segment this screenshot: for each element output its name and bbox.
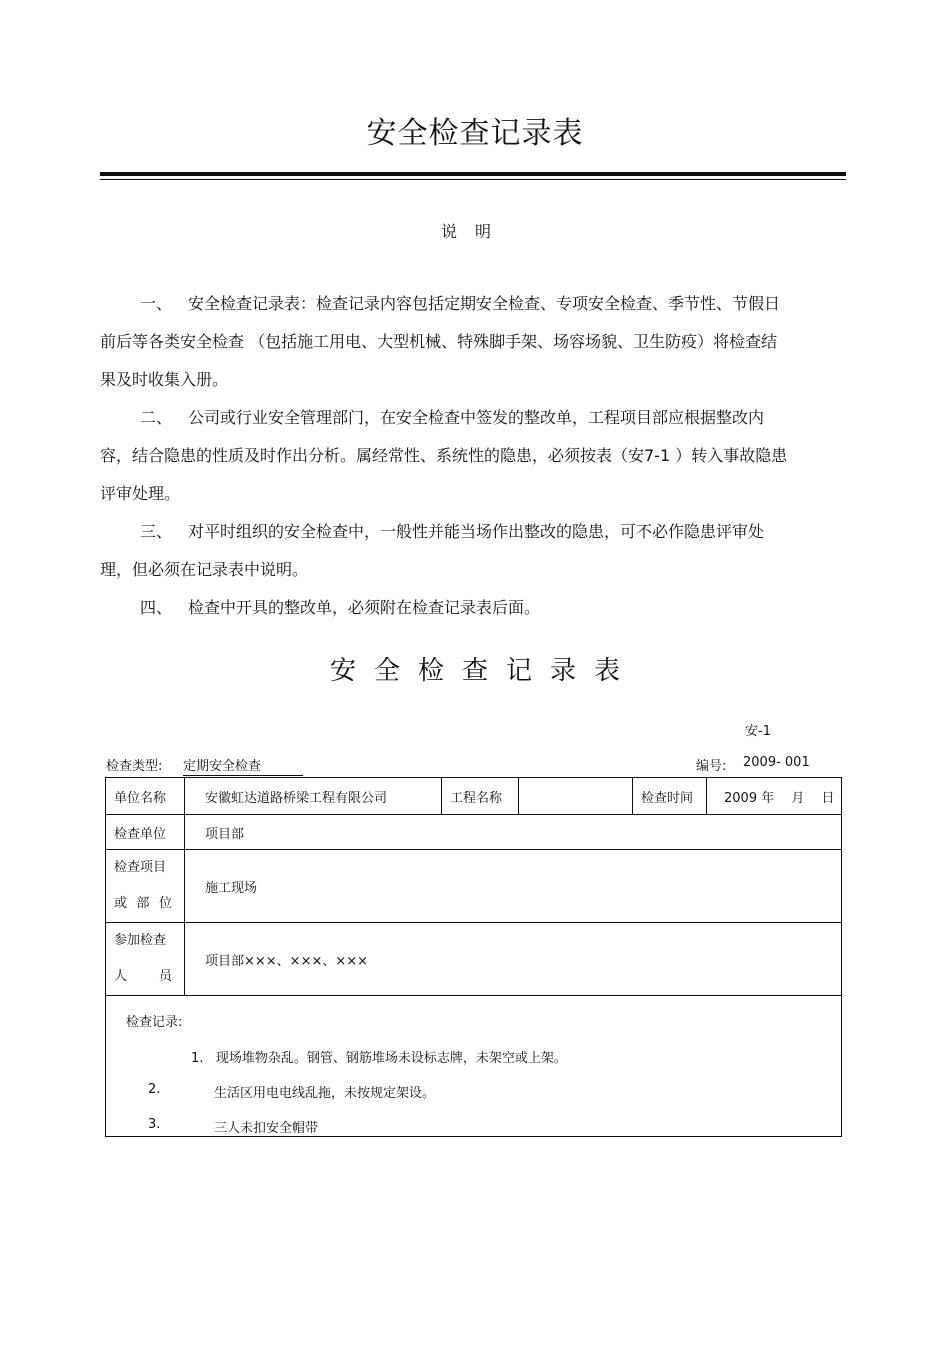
title-rule-thick [100, 172, 846, 176]
table-row [106, 923, 842, 996]
table-row [106, 850, 842, 923]
explanation-item-text: 安全检查记录表：检查记录内容包括定期安全检查、专项安全检查、季节性、节假日前后等各类安全检查 （包括施工用电、大型机械、特殊脚手架、场容场貌、卫生防疫）将检查结果及时收集入册。 [100, 294, 781, 389]
inspection-record-table [105, 777, 842, 1137]
explanation-item-number: 一、 [140, 294, 173, 313]
participants-label-line2: 人 员 [114, 969, 172, 984]
title-rule-thin [100, 179, 846, 180]
participants-value: 项目部×××、×××、××× [185, 923, 842, 996]
explanation-item-number: 四、 [140, 598, 173, 617]
check-item-label-line1: 检查项目 [114, 860, 167, 875]
explanation-item-1 [100, 285, 790, 399]
table-row [106, 815, 842, 850]
table-row [106, 996, 842, 1137]
record-item-2-number: 2. [148, 1082, 161, 1097]
record-item-3-text: 三人未扣安全帽带 [214, 1121, 319, 1136]
records-label: 检查记录: [126, 1015, 183, 1030]
unit-name-label: 单位名称 [106, 778, 185, 815]
check-type-value: 定期安全检查 [183, 755, 303, 776]
form-code: 安-1 [745, 724, 771, 739]
serial-number-label: 编号: [696, 759, 727, 774]
check-unit-label: 检查单位 [106, 815, 185, 850]
record-item-3-number: 3. [148, 1117, 161, 1132]
check-unit-value: 项目部 [185, 815, 842, 850]
check-item-label [106, 850, 185, 923]
check-type-label: 检查类型: [106, 759, 163, 774]
record-item-2-text: 生活区用电电线乱拖，未按规定架设。 [214, 1086, 436, 1101]
project-name-value [519, 778, 633, 815]
explanation-item-text: 对平时组织的安全检查中，一般性并能当场作出整改的隐患，可不必作隐患评审处理，但必须在记录表中说明。 [100, 522, 765, 579]
project-name-label: 工程名称 [442, 778, 519, 815]
check-time-value: 2009 年 月 日 [707, 778, 842, 815]
check-time-label: 检查时间 [633, 778, 707, 815]
explanation-item-3 [100, 513, 790, 589]
check-item-label-line2: 或 部 位 [114, 896, 172, 911]
explanation-item-4 [100, 589, 790, 627]
page-title: 安全检查记录表 [366, 116, 584, 151]
explanation-heading: 说明 [440, 222, 509, 241]
explanation-item-text: 检查中开具的整改单，必须附在检查记录表后面。 [188, 598, 541, 617]
participants-label-line1: 参加检查 [114, 933, 167, 948]
explanation-item-2 [100, 399, 790, 513]
form-title: 安全检查记录表 [329, 656, 638, 686]
check-item-value: 施工现场 [185, 850, 842, 923]
explanation-item-number: 二、 [140, 408, 173, 427]
record-item-1: 1. 现场堆物杂乱。钢管、钢筋堆场未设标志牌，未架空或上架。 [191, 1051, 567, 1066]
serial-number-value: 2009- 001 [743, 755, 810, 770]
inspection-records-cell [106, 996, 842, 1137]
table-row [106, 778, 842, 815]
unit-name-value: 安徽虹达道路桥梁工程有限公司 [185, 778, 442, 815]
participants-label [106, 923, 185, 996]
explanation-item-text: 公司或行业安全管理部门，在安全检查中签发的整改单，工程项目部应根据整改内容，结合隐患的性质及时作出分析。属经常性、系统性的隐患，必须按表（安7-1 ）转入事故隐患评审处理。 [100, 408, 788, 503]
explanation-item-number: 三、 [140, 522, 173, 541]
